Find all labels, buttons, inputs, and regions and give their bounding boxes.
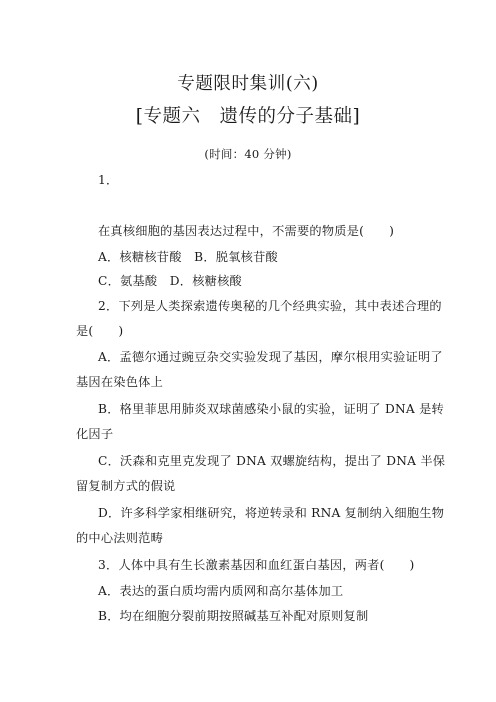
page-title: 专题限时集训(六) — [177, 74, 319, 94]
question-2-stem-cont: 是( ) — [76, 324, 124, 338]
question-2-stem: 2．下列是人类探索遗传奥秘的几个经典实验，其中表述合理的 — [98, 299, 442, 313]
question-2-option-d-cont: 的中心法则范畴 — [76, 531, 164, 545]
question-3-option-b: B．均在细胞分裂前期按照碱基互补配对原则复制 — [98, 609, 369, 623]
question-2-option-c-cont: 留复制方式的假说 — [76, 479, 176, 493]
question-1-options-cd: C．氨基酸 D．核糖核酸 — [98, 274, 242, 288]
question-2-option-a: A．孟德尔通过豌豆杂交实验发现了基因，摩尔根用实验证明了 — [98, 350, 443, 364]
time-limit: (时间：40 分钟) — [204, 147, 292, 161]
question-1-stem: 在真核细胞的基因表达过程中，不需要的物质是( ) — [98, 224, 395, 238]
question-1-options-ab: A．核糖核苷酸 B．脱氧核苷酸 — [98, 250, 278, 264]
question-2-option-d: D．许多科学家相继研究，将逆转录和 RNA 复制纳入细胞生物 — [98, 506, 445, 520]
question-3-option-a: A．表达的蛋白质均需内质网和高尔基体加工 — [98, 584, 344, 598]
question-2-option-b-cont: 化因子 — [76, 427, 114, 441]
question-1-number: 1． — [98, 173, 119, 187]
question-3-stem: 3．人体中具有生长激素基因和血红蛋白基因，两者( ) — [98, 558, 415, 572]
page-subtitle: [专题六 遗传的分子基础] — [135, 106, 361, 127]
question-2-option-b: B．格里菲思用肺炎双球菌感染小鼠的实验，证明了 DNA 是转 — [98, 402, 444, 416]
question-2-option-a-cont: 基因在染色体上 — [76, 375, 164, 389]
question-2-option-c: C．沃森和克里克发现了 DNA 双螺旋结构，提出了 DNA 半保 — [98, 454, 446, 468]
